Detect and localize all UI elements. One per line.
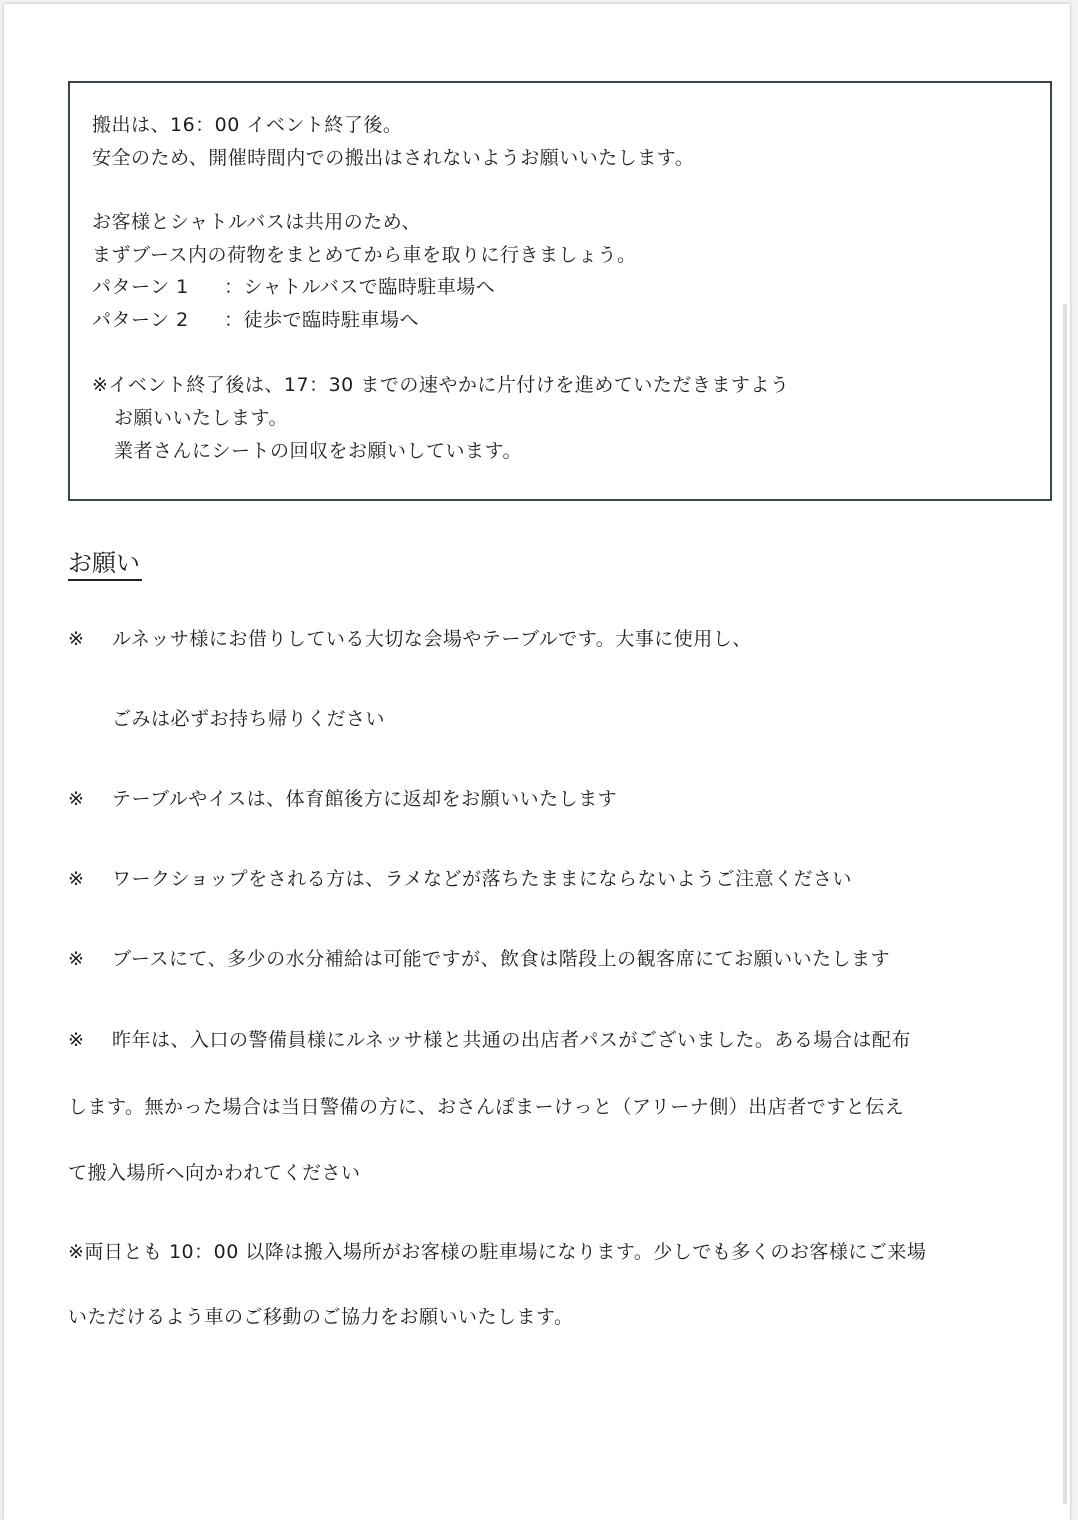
notice-note-line-3: 業者さんにシートの回収をお願いしています。 (114, 440, 522, 462)
reference-mark: ※ (68, 1029, 85, 1051)
reference-mark: ※ (68, 948, 85, 970)
notice-box (68, 81, 1052, 501)
request-item-5-line-1: 昨年は、入口の警備員様にルネッサ様と共通の出店者パスがございました。ある場合は配布 (112, 1029, 911, 1051)
request-item-2 (68, 787, 617, 811)
request-item-1 (68, 627, 752, 651)
requests-heading: お願い (68, 547, 142, 581)
pattern-1 (92, 275, 495, 299)
pattern-2 (92, 308, 419, 332)
notice-note-line-1: ※イベント終了後は、17：30 までの速やかに片付けを進めていただきますよう (92, 374, 790, 396)
request-item-5-line-3: て搬入場所へ向かわれてください (68, 1162, 361, 1184)
pattern-2-text: ：徒歩で臨時駐車場へ (224, 309, 420, 331)
request-item-1-line-2: ごみは必ずお持ち帰りください (112, 708, 386, 730)
request-item-3 (68, 867, 852, 891)
notice-line-2: 安全のため、開催時間内での搬出はされないようお願いいたします。 (92, 147, 695, 169)
request-item-6-line-1: ※両日とも 10：00 以降は搬入場所がお客様の駐車場になります。少しでも多くのお客様にご来場 (68, 1241, 927, 1263)
request-item-4-text: ブースにて、多少の水分補給は可能ですが、飲食は階段上の観客席にてお願いいたします (112, 948, 891, 970)
reference-mark: ※ (68, 628, 85, 650)
request-item-2-text: テーブルやイスは、体育館後方に返却をお願いいたします (112, 788, 618, 810)
notice-line-4: まずブース内の荷物をまとめてから車を取りに行きましょう。 (92, 244, 637, 266)
notice-line-3: お客様とシャトルバスは共用のため、 (92, 211, 422, 233)
request-item-5 (68, 1028, 911, 1052)
scrollbar[interactable] (1063, 304, 1067, 1504)
reference-mark: ※ (68, 788, 85, 810)
pattern-2-label: パターン 2 (92, 309, 189, 331)
notice-note-line-2: お願いいたします。 (114, 407, 288, 429)
document-page (4, 4, 1070, 1520)
request-item-1-line-1: ルネッサ様にお借りしている大切な会場やテーブルです。大事に使用し、 (112, 628, 752, 650)
request-item-4 (68, 947, 890, 971)
notice-line-1: 搬出は、16：00 イベント終了後。 (92, 114, 403, 136)
request-item-5-line-2: します。無かった場合は当日警備の方に、おさんぽまーけっと（アリーナ側）出店者ですと伝え (68, 1096, 905, 1118)
request-item-3-text: ワークショップをされる方は、ラメなどが落ちたままにならないようご注意ください (112, 868, 853, 890)
request-item-6-line-2: いただけるよう車のご移動のご協力をお願いいたします。 (68, 1306, 574, 1328)
pattern-1-label: パターン 1 (92, 276, 189, 298)
pattern-1-text: ：シャトルバスで臨時駐車場へ (224, 276, 496, 298)
reference-mark: ※ (68, 868, 85, 890)
